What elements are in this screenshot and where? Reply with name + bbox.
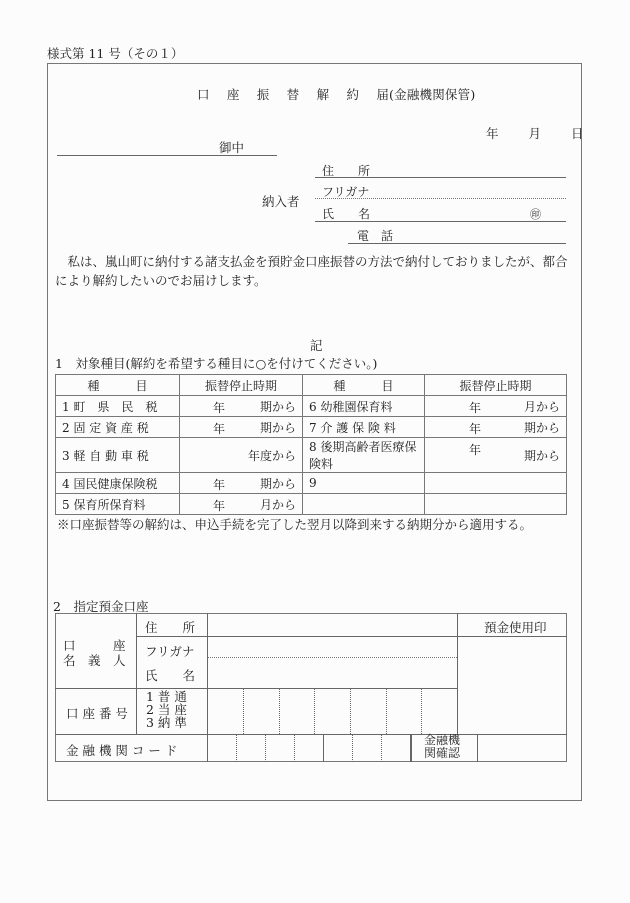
period-label: 期から	[523, 448, 560, 463]
item-cell[interactable]: 6 幼稚園保育料	[303, 396, 425, 417]
table-row	[56, 494, 567, 515]
payer-name-field[interactable]	[315, 221, 566, 222]
period-cell[interactable]	[180, 438, 303, 473]
item-cell[interactable]: 7 介 護 保 険 料	[303, 417, 425, 438]
holder-furigana-label: フリガナ	[145, 644, 195, 659]
title-char: 約	[346, 87, 360, 102]
bank-confirm-label-2: 関確認	[424, 746, 461, 760]
target-items-table	[55, 374, 567, 515]
header-stop-period: 振替停止時期	[180, 375, 303, 396]
col-divider	[136, 613, 137, 734]
holder-label-bottom: 名 義 人	[63, 653, 126, 668]
account-number-field[interactable]	[208, 689, 456, 733]
holder-address-field[interactable]	[208, 614, 456, 635]
bank-confirm-label-1: 金融機	[424, 733, 461, 747]
payer-phone-field[interactable]	[348, 243, 566, 244]
period-label: 期から	[259, 399, 296, 414]
ki-heading: 記	[310, 338, 323, 353]
year-label: 年	[213, 499, 226, 513]
period-label: 年度から	[247, 448, 296, 463]
bank-confirm-field[interactable]	[478, 735, 566, 761]
holder-label-top: 口 座	[63, 638, 126, 653]
holder-furigana-field[interactable]	[208, 637, 456, 657]
table-row	[56, 417, 567, 438]
form-number: 様式第 11 号（その１）	[47, 46, 184, 61]
holder-name-field[interactable]	[208, 658, 456, 687]
year-label: 年	[469, 422, 482, 436]
table-row	[56, 438, 567, 473]
year-label: 年	[213, 401, 226, 415]
addressee-suffix: 御中	[219, 140, 245, 155]
payer-furigana-label: フリガナ	[322, 185, 370, 199]
period-cell[interactable]	[425, 417, 567, 438]
header-item: 種 目	[56, 375, 180, 396]
table-row	[56, 473, 567, 494]
form-title	[197, 85, 475, 103]
year-label: 年	[469, 401, 482, 415]
payer-name-label: 氏 名	[322, 207, 371, 221]
account-type-1[interactable]: 1 普 通	[146, 689, 187, 704]
payer-address-label: 住 所	[322, 164, 371, 178]
bank-code-label: 金 融 機 関 コ ー ド	[66, 743, 178, 758]
seal-icon: ㊞	[530, 208, 541, 221]
period-cell[interactable]	[425, 473, 567, 494]
addressee-field[interactable]	[57, 155, 277, 156]
year-label: 年	[469, 443, 482, 457]
title-char: 口	[197, 87, 210, 102]
account-number-label: 口 座 番 号	[66, 706, 128, 721]
item-cell[interactable]: 9	[303, 473, 425, 494]
date-year: 年	[486, 126, 499, 141]
item-cell[interactable]: 2 固 定 資 産 税	[56, 417, 180, 438]
period-cell[interactable]	[425, 396, 567, 417]
payer-address-field[interactable]	[315, 177, 566, 178]
table-row	[56, 396, 567, 417]
title-char: 解	[316, 87, 330, 102]
item-cell[interactable]: 3 軽 自 動 車 税	[56, 438, 180, 473]
holder-name-label: 氏 名	[145, 668, 196, 683]
seal-label: 預金使用印	[484, 620, 547, 635]
period-cell[interactable]	[180, 473, 303, 494]
period-cell[interactable]	[425, 494, 567, 515]
period-label: 期から	[259, 476, 296, 491]
item-cell[interactable]: 8 後期高齢者医療保険料	[303, 438, 425, 473]
header-stop-period: 振替停止時期	[425, 375, 567, 396]
section2-heading: 2 指定預金口座	[53, 599, 149, 614]
payer-furigana-field[interactable]	[315, 198, 566, 199]
account-type-3[interactable]: 3 納 準	[146, 715, 187, 730]
account-type-2[interactable]: 2 当 座	[146, 702, 187, 717]
period-cell[interactable]	[180, 417, 303, 438]
table-header-row	[56, 375, 567, 396]
title-char: 振	[256, 87, 270, 102]
cancellation-note: ※口座振替等の解約は、申込手続を完了した翌月以降到来する納期分から適用する。	[57, 517, 533, 532]
seal-stamp-area[interactable]	[458, 637, 566, 733]
col-divider	[410, 735, 412, 762]
section1-heading: 1 対象種目(解約を希望する種目に○を付けてください。)	[55, 356, 378, 371]
period-label: 期から	[259, 420, 296, 435]
payer-label: 納入者	[262, 194, 300, 209]
period-cell[interactable]	[180, 396, 303, 417]
holder-address-label: 住 所	[145, 620, 196, 635]
declaration-text: 私は、嵐山町に納付する諸支払金を預貯金口座振替の方法で納付しておりましたが、都合により解約したいのでお届けします。	[55, 254, 568, 288]
item-cell[interactable]: 4 国民健康保険税	[56, 473, 180, 494]
item-cell[interactable]: 5 保育所保育料	[56, 494, 180, 515]
title-char: 座	[226, 87, 240, 102]
item-cell[interactable]	[303, 494, 425, 515]
title-suffix: 届(金融機関保管)	[376, 87, 476, 102]
year-label: 年	[213, 478, 226, 492]
date-month: 月	[528, 126, 542, 141]
item-cell[interactable]: 1 町 県 民 税	[56, 396, 180, 417]
date-field[interactable]	[486, 124, 584, 142]
period-label: 期から	[523, 420, 560, 435]
header-item: 種 目	[303, 375, 425, 396]
title-char: 替	[286, 87, 300, 102]
period-label: 月から	[259, 497, 296, 512]
period-label: 月から	[523, 399, 560, 414]
date-day: 日	[571, 126, 584, 141]
bank-code-field[interactable]	[208, 735, 409, 761]
period-cell[interactable]	[180, 494, 303, 515]
payer-phone-label: 電 話	[357, 229, 394, 243]
year-label: 年	[213, 422, 226, 436]
period-cell[interactable]	[425, 438, 567, 473]
